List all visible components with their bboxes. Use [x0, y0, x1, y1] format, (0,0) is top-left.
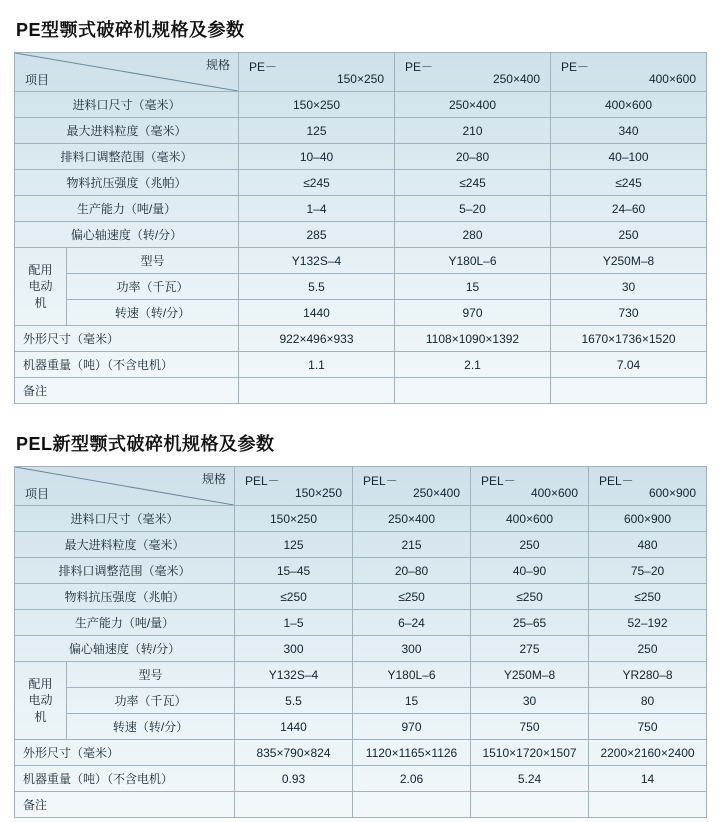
- model-size: 400×600: [530, 486, 578, 500]
- corner-header-cell: [15, 53, 239, 92]
- cell-value: [353, 792, 471, 818]
- cell-value: 15: [395, 274, 551, 300]
- cell-value: 15–45: [235, 558, 353, 584]
- header-item-label: 项目: [25, 73, 50, 87]
- cell-value: ≤250: [589, 584, 707, 610]
- table-row: [15, 610, 707, 636]
- table-row: [15, 636, 707, 662]
- model-prefix: PE－: [561, 60, 590, 74]
- cell-value: 300: [353, 636, 471, 662]
- row-label: 最大进料粒度（毫米）: [15, 118, 239, 144]
- table-row-remarks: [15, 378, 707, 404]
- cell-value: 5.5: [235, 688, 353, 714]
- row-label: 生产能力（吨/量）: [15, 610, 235, 636]
- motor-group-label: 配用 电动 机: [15, 662, 67, 740]
- cell-value: Y180L–6: [395, 248, 551, 274]
- cell-value: ≤250: [471, 584, 589, 610]
- cell-value: 2.1: [395, 352, 551, 378]
- cell-value: [395, 378, 551, 404]
- cell-value: 970: [395, 300, 551, 326]
- model-size: 250×400: [492, 72, 540, 86]
- cell-value: Y132S–4: [239, 248, 395, 274]
- row-label: 生产能力（吨/量）: [15, 196, 239, 222]
- cell-value: 5.24: [471, 766, 589, 792]
- cell-value: 922×496×933: [239, 326, 395, 352]
- spec-table-pe: [14, 52, 707, 404]
- model-header-2: [395, 53, 551, 92]
- table-row: [15, 144, 707, 170]
- cell-value: 20–80: [395, 144, 551, 170]
- page-title-pe: PE型颚式破碎机规格及参数: [16, 20, 245, 40]
- model-prefix: PE－: [249, 60, 278, 74]
- cell-value: 40–90: [471, 558, 589, 584]
- cell-value: Y180L–6: [353, 662, 471, 688]
- cell-value: 30: [551, 274, 707, 300]
- cell-value: 750: [589, 714, 707, 740]
- cell-value: ≤245: [395, 170, 551, 196]
- cell-value: 14: [589, 766, 707, 792]
- row-label: 转速（转/分）: [67, 714, 235, 740]
- row-label: 外形尺寸（毫米）: [15, 326, 239, 352]
- cell-value: 730: [551, 300, 707, 326]
- page-title-pel: PEL新型颚式破碎机规格及参数: [16, 434, 275, 454]
- table-row: [15, 558, 707, 584]
- cell-value: 1.1: [239, 352, 395, 378]
- row-label: 最大进料粒度（毫米）: [15, 532, 235, 558]
- model-header-4: [589, 467, 707, 506]
- cell-value: 970: [353, 714, 471, 740]
- cell-value: 750: [471, 714, 589, 740]
- cell-value: 1–5: [235, 610, 353, 636]
- row-label: 偏心轴速度（转/分）: [15, 222, 239, 248]
- spec-table-pel: [14, 466, 707, 818]
- cell-value: 80: [589, 688, 707, 714]
- cell-value: 250: [471, 532, 589, 558]
- row-label: 物料抗压强度（兆帕）: [15, 584, 235, 610]
- cell-value: [239, 378, 395, 404]
- model-prefix: PE－: [405, 60, 434, 74]
- cell-value: ≤250: [353, 584, 471, 610]
- cell-value: 835×790×824: [235, 740, 353, 766]
- table-row: [15, 196, 707, 222]
- cell-value: 20–80: [353, 558, 471, 584]
- table-row-motor: [15, 274, 707, 300]
- model-prefix: PEL－: [599, 474, 634, 488]
- model-prefix: PEL－: [481, 474, 516, 488]
- cell-value: [235, 792, 353, 818]
- row-label: 功率（千瓦）: [67, 274, 239, 300]
- row-label: 机器重量（吨）（不含电机）: [15, 352, 239, 378]
- cell-value: 1440: [235, 714, 353, 740]
- table-row-motor: [15, 714, 707, 740]
- cell-value: ≤250: [235, 584, 353, 610]
- cell-value: 215: [353, 532, 471, 558]
- model-header-3: [471, 467, 589, 506]
- cell-value: 1440: [239, 300, 395, 326]
- cell-value: 30: [471, 688, 589, 714]
- header-spec-label: 规格: [205, 58, 230, 72]
- cell-value: 125: [235, 532, 353, 558]
- cell-value: ≤245: [239, 170, 395, 196]
- cell-value: 2.06: [353, 766, 471, 792]
- cell-value: 210: [395, 118, 551, 144]
- table-row: [15, 352, 707, 378]
- row-label: 物料抗压强度（兆帕）: [15, 170, 239, 196]
- table-row: [15, 92, 707, 118]
- table-row: [15, 506, 707, 532]
- cell-value: 125: [239, 118, 395, 144]
- model-size: 150×250: [336, 72, 384, 86]
- header-spec-label: 规格: [201, 472, 226, 486]
- model-prefix: PEL－: [245, 474, 280, 488]
- cell-value: 5–20: [395, 196, 551, 222]
- model-size: 250×400: [412, 486, 460, 500]
- cell-value: ≤245: [551, 170, 707, 196]
- cell-value: 250: [589, 636, 707, 662]
- cell-value: 480: [589, 532, 707, 558]
- model-prefix: PEL－: [363, 474, 398, 488]
- cell-value: 7.04: [551, 352, 707, 378]
- row-label: 型号: [67, 248, 239, 274]
- table-row: [15, 584, 707, 610]
- row-label: 偏心轴速度（转/分）: [15, 636, 235, 662]
- cell-value: 24–60: [551, 196, 707, 222]
- row-label: 进料口尺寸（毫米）: [15, 506, 235, 532]
- cell-value: [589, 792, 707, 818]
- table-row-motor: [15, 300, 707, 326]
- model-size: 600×900: [648, 486, 696, 500]
- cell-value: 250×400: [353, 506, 471, 532]
- cell-value: 400×600: [551, 92, 707, 118]
- table-header-row: [15, 467, 707, 506]
- cell-value: 250: [551, 222, 707, 248]
- cell-value: 250×400: [395, 92, 551, 118]
- row-label: 外形尺寸（毫米）: [15, 740, 235, 766]
- model-header-1: [235, 467, 353, 506]
- cell-value: 600×900: [589, 506, 707, 532]
- cell-value: 275: [471, 636, 589, 662]
- row-label: 型号: [67, 662, 235, 688]
- cell-value: 2200×2160×2400: [589, 740, 707, 766]
- table-row-motor: [15, 688, 707, 714]
- table-row: [15, 766, 707, 792]
- cell-value: 1670×1736×1520: [551, 326, 707, 352]
- cell-value: 1120×1165×1126: [353, 740, 471, 766]
- cell-value: 10–40: [239, 144, 395, 170]
- row-label: 功率（千瓦）: [67, 688, 235, 714]
- table-row: [15, 118, 707, 144]
- cell-value: Y250M–8: [551, 248, 707, 274]
- row-label: 备注: [15, 378, 239, 404]
- cell-value: 400×600: [471, 506, 589, 532]
- cell-value: 5.5: [239, 274, 395, 300]
- cell-value: 75–20: [589, 558, 707, 584]
- cell-value: 25–65: [471, 610, 589, 636]
- corner-header-cell: [15, 467, 235, 506]
- motor-group-label: 配用 电动 机: [15, 248, 67, 326]
- cell-value: [551, 378, 707, 404]
- row-label: 排料口调整范围（毫米）: [15, 144, 239, 170]
- model-header-2: [353, 467, 471, 506]
- cell-value: 280: [395, 222, 551, 248]
- model-size: 400×600: [648, 72, 696, 86]
- cell-value: 300: [235, 636, 353, 662]
- table-row: [15, 740, 707, 766]
- table-row: [15, 222, 707, 248]
- table-header-row: [15, 53, 707, 92]
- cell-value: 285: [239, 222, 395, 248]
- row-label: 排料口调整范围（毫米）: [15, 558, 235, 584]
- cell-value: 150×250: [239, 92, 395, 118]
- cell-value: 1510×1720×1507: [471, 740, 589, 766]
- cell-value: 40–100: [551, 144, 707, 170]
- row-label: 进料口尺寸（毫米）: [15, 92, 239, 118]
- table-row-motor: [15, 662, 707, 688]
- model-header-3: [551, 53, 707, 92]
- cell-value: 0.93: [235, 766, 353, 792]
- cell-value: 52–192: [589, 610, 707, 636]
- table-row: [15, 532, 707, 558]
- table-row: [15, 170, 707, 196]
- header-item-label: 项目: [25, 487, 50, 501]
- row-label: 转速（转/分）: [67, 300, 239, 326]
- cell-value: Y250M–8: [471, 662, 589, 688]
- cell-value: [471, 792, 589, 818]
- cell-value: 1–4: [239, 196, 395, 222]
- model-header-1: [239, 53, 395, 92]
- cell-value: 150×250: [235, 506, 353, 532]
- cell-value: YR280–8: [589, 662, 707, 688]
- cell-value: 1108×1090×1392: [395, 326, 551, 352]
- row-label: 机器重量（吨）（不含电机）: [15, 766, 235, 792]
- cell-value: 15: [353, 688, 471, 714]
- table-row: [15, 326, 707, 352]
- model-size: 150×250: [294, 486, 342, 500]
- cell-value: 340: [551, 118, 707, 144]
- table-row-remarks: [15, 792, 707, 818]
- row-label: 备注: [15, 792, 235, 818]
- cell-value: 6–24: [353, 610, 471, 636]
- table-row-motor: [15, 248, 707, 274]
- cell-value: Y132S–4: [235, 662, 353, 688]
